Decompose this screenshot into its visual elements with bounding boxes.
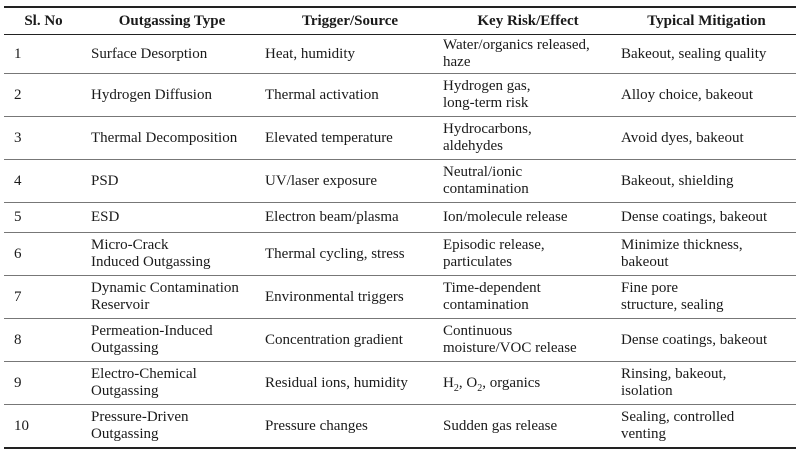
cell-text: Outgassing bbox=[91, 426, 159, 442]
cell-text: 4 bbox=[14, 172, 22, 189]
cell-text: haze bbox=[443, 54, 471, 70]
cell-mitigation bbox=[617, 35, 796, 74]
cell-text: structure, sealing bbox=[621, 297, 724, 313]
cell-text: aldehydes bbox=[443, 138, 503, 154]
cell-text: Hydrocarbons, bbox=[443, 121, 532, 137]
cell-sl-no bbox=[4, 233, 83, 276]
cell-text: Outgassing bbox=[91, 383, 159, 399]
table-row bbox=[4, 160, 796, 203]
cell-sl-no bbox=[4, 405, 83, 449]
cell-text: Water/organics released, bbox=[443, 37, 590, 53]
table-row bbox=[4, 276, 796, 319]
cell-risk bbox=[439, 203, 617, 233]
cell-text: ESD bbox=[91, 209, 120, 225]
cell-sl-no bbox=[4, 74, 83, 117]
cell-trigger bbox=[261, 74, 439, 117]
cell-text: Hydrogen Diffusion bbox=[91, 86, 212, 103]
cell-text: Dynamic Contamination bbox=[91, 280, 239, 296]
cell-outgassing-type bbox=[83, 405, 261, 449]
cell-trigger bbox=[261, 319, 439, 362]
table-body bbox=[4, 35, 796, 449]
cell-outgassing-type bbox=[83, 35, 261, 74]
cell-sl-no bbox=[4, 362, 83, 405]
table-header bbox=[4, 7, 796, 35]
cell-text: PSD bbox=[91, 172, 119, 189]
table-row bbox=[4, 362, 796, 405]
cell-risk bbox=[439, 35, 617, 74]
header-typical-mitigation: Typical Mitigation bbox=[617, 7, 796, 35]
table-row bbox=[4, 405, 796, 449]
cell-trigger bbox=[261, 203, 439, 233]
cell-text: Dense coatings, bakeout bbox=[621, 331, 768, 348]
cell-formula bbox=[443, 375, 613, 392]
cell-text: 5 bbox=[14, 209, 22, 225]
outgassing-table bbox=[4, 6, 796, 449]
cell-text: Pressure-Driven bbox=[91, 409, 189, 425]
formula-tail: , organics bbox=[482, 374, 541, 391]
cell-risk bbox=[439, 160, 617, 203]
cell-text: isolation bbox=[621, 383, 673, 399]
cell-mitigation bbox=[617, 276, 796, 319]
cell-risk bbox=[439, 276, 617, 319]
cell-text: Neutral/ionic bbox=[443, 164, 523, 180]
formula-o-subscript: 2 bbox=[477, 382, 483, 394]
cell-text: Rinsing, bakeout, bbox=[621, 366, 727, 382]
cell-text: Continuous bbox=[443, 323, 513, 339]
cell-outgassing-type bbox=[83, 362, 261, 405]
cell-outgassing-type bbox=[83, 233, 261, 276]
cell-text: Heat, humidity bbox=[265, 45, 355, 62]
cell-text: Pressure changes bbox=[265, 417, 368, 434]
cell-text: Episodic release, bbox=[443, 237, 545, 253]
header-row bbox=[4, 7, 796, 35]
cell-text: 10 bbox=[14, 417, 29, 434]
cell-text: Residual ions, humidity bbox=[265, 374, 408, 391]
cell-text: bakeout bbox=[621, 254, 669, 270]
cell-trigger bbox=[261, 233, 439, 276]
cell-text: Bakeout, sealing quality bbox=[621, 45, 767, 62]
cell-text: Permeation-Induced bbox=[91, 323, 213, 339]
cell-text: Induced Outgassing bbox=[91, 254, 211, 270]
cell-text: 6 bbox=[14, 245, 22, 262]
cell-text: Micro-Crack bbox=[91, 237, 169, 253]
cell-risk bbox=[439, 117, 617, 160]
cell-trigger bbox=[261, 276, 439, 319]
cell-text: Alloy choice, bakeout bbox=[621, 86, 754, 103]
cell-risk bbox=[439, 319, 617, 362]
cell-text: UV/laser exposure bbox=[265, 172, 378, 189]
cell-text: Electron beam/plasma bbox=[265, 209, 399, 225]
cell-sl-no bbox=[4, 35, 83, 74]
cell-text: Time-dependent bbox=[443, 280, 541, 296]
cell-text: Thermal cycling, stress bbox=[265, 245, 405, 262]
cell-text: contamination bbox=[443, 181, 529, 197]
cell-mitigation bbox=[617, 319, 796, 362]
table-row bbox=[4, 233, 796, 276]
table-row bbox=[4, 319, 796, 362]
cell-trigger bbox=[261, 160, 439, 203]
cell-trigger bbox=[261, 405, 439, 449]
cell-outgassing-type bbox=[83, 74, 261, 117]
cell-text: long-term risk bbox=[443, 95, 529, 111]
cell-text: Fine pore bbox=[621, 280, 679, 296]
cell-mitigation bbox=[617, 160, 796, 203]
cell-mitigation bbox=[617, 362, 796, 405]
cell-outgassing-type bbox=[83, 117, 261, 160]
header-trigger-source: Trigger/Source bbox=[261, 7, 439, 35]
formula-h: H bbox=[443, 374, 454, 391]
header-sl-no: Sl. No bbox=[4, 7, 83, 35]
formula-separator: , bbox=[458, 374, 467, 391]
cell-text: 1 bbox=[14, 45, 22, 62]
cell-sl-no bbox=[4, 319, 83, 362]
cell-trigger bbox=[261, 362, 439, 405]
cell-outgassing-type bbox=[83, 160, 261, 203]
cell-text: moisture/VOC release bbox=[443, 340, 577, 356]
cell-sl-no bbox=[4, 276, 83, 319]
cell-text: venting bbox=[621, 426, 666, 442]
cell-sl-no bbox=[4, 117, 83, 160]
cell-text: 8 bbox=[14, 331, 22, 348]
cell-text: Sealing, controlled bbox=[621, 409, 735, 425]
cell-text: Reservoir bbox=[91, 297, 150, 313]
cell-text: Dense coatings, bakeout bbox=[621, 209, 768, 225]
cell-text: Ion/molecule release bbox=[443, 209, 568, 225]
cell-risk bbox=[439, 405, 617, 449]
formula-h-subscript: 2 bbox=[453, 382, 459, 394]
cell-text: 3 bbox=[14, 129, 22, 146]
formula-o: O bbox=[466, 374, 478, 391]
cell-text: Hydrogen gas, bbox=[443, 78, 531, 94]
table-row bbox=[4, 35, 796, 74]
cell-outgassing-type bbox=[83, 319, 261, 362]
cell-mitigation bbox=[617, 203, 796, 233]
cell-text: 7 bbox=[14, 288, 22, 305]
cell-risk bbox=[439, 362, 617, 405]
cell-text: contamination bbox=[443, 297, 529, 313]
cell-text: Environmental triggers bbox=[265, 288, 404, 305]
cell-trigger bbox=[261, 117, 439, 160]
cell-text: Elevated temperature bbox=[265, 129, 393, 146]
cell-text: Surface Desorption bbox=[91, 45, 208, 62]
cell-mitigation bbox=[617, 74, 796, 117]
table-row bbox=[4, 74, 796, 117]
cell-text: 9 bbox=[14, 374, 22, 391]
cell-mitigation bbox=[617, 117, 796, 160]
cell-trigger bbox=[261, 35, 439, 74]
cell-text: particulates bbox=[443, 254, 513, 270]
cell-text: Bakeout, shielding bbox=[621, 172, 734, 189]
cell-text: Outgassing bbox=[91, 340, 159, 356]
cell-sl-no bbox=[4, 203, 83, 233]
cell-text: Thermal Decomposition bbox=[91, 129, 238, 146]
cell-text: Avoid dyes, bakeout bbox=[621, 129, 744, 146]
cell-text: Electro-Chemical bbox=[91, 366, 197, 382]
cell-mitigation bbox=[617, 405, 796, 449]
header-key-risk-effect: Key Risk/Effect bbox=[439, 7, 617, 35]
cell-outgassing-type bbox=[83, 276, 261, 319]
cell-outgassing-type bbox=[83, 203, 261, 233]
cell-text: Sudden gas release bbox=[443, 417, 558, 434]
cell-text: Concentration gradient bbox=[265, 331, 403, 348]
cell-mitigation bbox=[617, 233, 796, 276]
header-outgassing-type: Outgassing Type bbox=[83, 7, 261, 35]
cell-sl-no bbox=[4, 160, 83, 203]
cell-risk bbox=[439, 74, 617, 117]
cell-risk bbox=[439, 233, 617, 276]
table-row bbox=[4, 117, 796, 160]
table-row bbox=[4, 203, 796, 233]
cell-text: Minimize thickness, bbox=[621, 237, 743, 253]
cell-text: 2 bbox=[14, 86, 22, 103]
cell-text: Thermal activation bbox=[265, 86, 379, 103]
